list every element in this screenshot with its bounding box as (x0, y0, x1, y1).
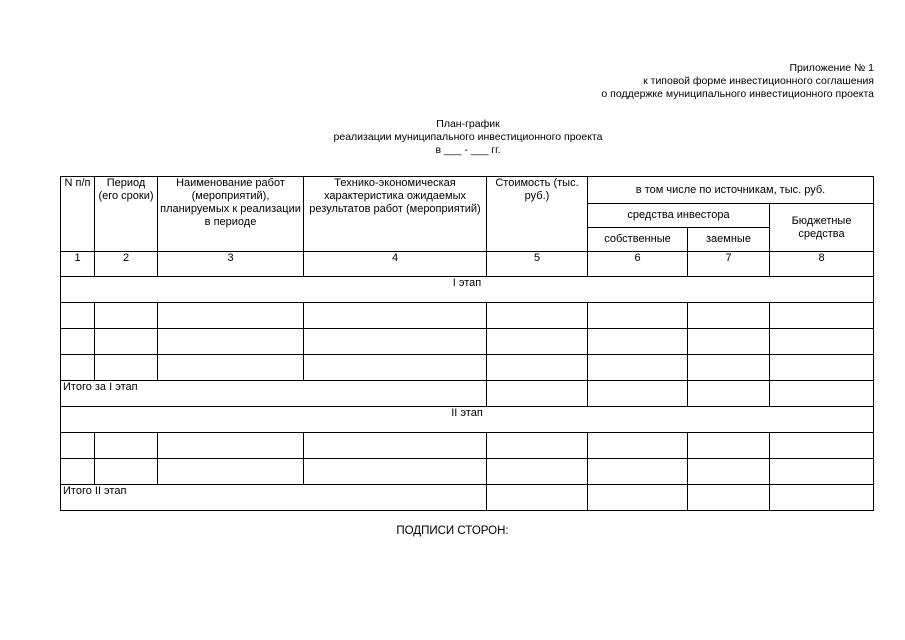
table-cell[interactable] (770, 355, 874, 381)
table-cell[interactable] (770, 381, 874, 407)
table-row (61, 355, 874, 381)
header-sources: в том числе по источникам, тыс. руб. (588, 177, 874, 204)
table-cell[interactable] (588, 433, 688, 459)
column-number: 2 (95, 252, 158, 277)
table-cell[interactable] (61, 355, 95, 381)
document-title (300, 118, 636, 157)
appendix-note (601, 62, 874, 101)
title-line-1: План-график (436, 118, 500, 130)
column-number: 6 (588, 252, 688, 277)
table-row (61, 303, 874, 329)
table-cell[interactable] (487, 303, 588, 329)
table-cell[interactable] (770, 433, 874, 459)
header-borrowed: заемные (688, 228, 770, 252)
table-cell[interactable] (770, 485, 874, 511)
stage-2-total-label: Итого II этап (61, 485, 487, 511)
table-cell[interactable] (61, 459, 95, 485)
table-cell[interactable] (304, 433, 487, 459)
stage-2-label: II этап (61, 407, 874, 433)
schedule-table (60, 176, 874, 511)
table-cell[interactable] (61, 433, 95, 459)
table-cell[interactable] (688, 329, 770, 355)
stage-1-total-row (61, 381, 874, 407)
table-cell[interactable] (588, 459, 688, 485)
table-cell[interactable] (95, 355, 158, 381)
header-investor: средства инвестора (588, 204, 770, 228)
table-cell[interactable] (61, 329, 95, 355)
table-row (61, 433, 874, 459)
column-number: 4 (304, 252, 487, 277)
header-characteristic: Технико-экономическая характеристика ожидаемых результатов работ (мероприятий) (304, 177, 487, 252)
table-cell[interactable] (304, 355, 487, 381)
column-number: 1 (61, 252, 95, 277)
table-cell[interactable] (304, 329, 487, 355)
table-cell[interactable] (158, 303, 304, 329)
table-cell[interactable] (588, 485, 688, 511)
column-numbers-row (61, 252, 874, 277)
table-cell[interactable] (487, 433, 588, 459)
header-budget: Бюджетные средства (770, 204, 874, 252)
table-cell[interactable] (158, 329, 304, 355)
table-cell[interactable] (158, 433, 304, 459)
header-cost: Стоимость (тыс. руб.) (487, 177, 588, 252)
stage-1-total-label: Итого за I этап (61, 381, 487, 407)
table-row (61, 329, 874, 355)
title-line-2: реализации муниципального инвестиционного проекта (333, 131, 603, 143)
table-cell[interactable] (95, 459, 158, 485)
table-cell[interactable] (588, 303, 688, 329)
table-cell[interactable] (588, 381, 688, 407)
stage-2-row (61, 407, 874, 433)
stage-1-row (61, 277, 874, 303)
table-cell[interactable] (688, 381, 770, 407)
table-cell[interactable] (304, 303, 487, 329)
table-cell[interactable] (688, 355, 770, 381)
table-row (61, 459, 874, 485)
table-cell[interactable] (95, 303, 158, 329)
table-cell[interactable] (487, 355, 588, 381)
table-cell[interactable] (158, 459, 304, 485)
column-number: 8 (770, 252, 874, 277)
table-cell[interactable] (158, 355, 304, 381)
header-own: собственные (588, 228, 688, 252)
header-period: Период (его сроки) (95, 177, 158, 252)
column-number: 3 (158, 252, 304, 277)
table-cell[interactable] (304, 459, 487, 485)
stage-1-label: I этап (61, 277, 874, 303)
header-works: Наименование работ (мероприятий), планируемых к реализации в периоде (158, 177, 304, 252)
appendix-line-1: Приложение № 1 (789, 62, 874, 74)
table-cell[interactable] (770, 329, 874, 355)
column-number: 5 (487, 252, 588, 277)
table-cell[interactable] (588, 355, 688, 381)
title-line-3: в ___ - ___ гг. (435, 144, 501, 156)
table-cell[interactable] (95, 329, 158, 355)
table-cell[interactable] (588, 329, 688, 355)
table-cell[interactable] (770, 303, 874, 329)
signatures-heading: ПОДПИСИ СТОРОН: (396, 525, 509, 537)
stage-2-total-row (61, 485, 874, 511)
table-cell[interactable] (95, 433, 158, 459)
table-cell[interactable] (487, 329, 588, 355)
table-cell[interactable] (61, 303, 95, 329)
header-num: N п/п (61, 177, 95, 252)
table-cell[interactable] (688, 303, 770, 329)
table-cell[interactable] (487, 485, 588, 511)
column-number: 7 (688, 252, 770, 277)
appendix-line-2: к типовой форме инвестиционного соглашения (643, 75, 874, 87)
table-cell[interactable] (770, 459, 874, 485)
table-cell[interactable] (688, 459, 770, 485)
header-row-1 (61, 177, 874, 204)
appendix-line-3: о поддержке муниципального инвестиционного проекта (601, 88, 874, 100)
table-cell[interactable] (688, 485, 770, 511)
table-cell[interactable] (487, 381, 588, 407)
table-cell[interactable] (487, 459, 588, 485)
table-cell[interactable] (688, 433, 770, 459)
